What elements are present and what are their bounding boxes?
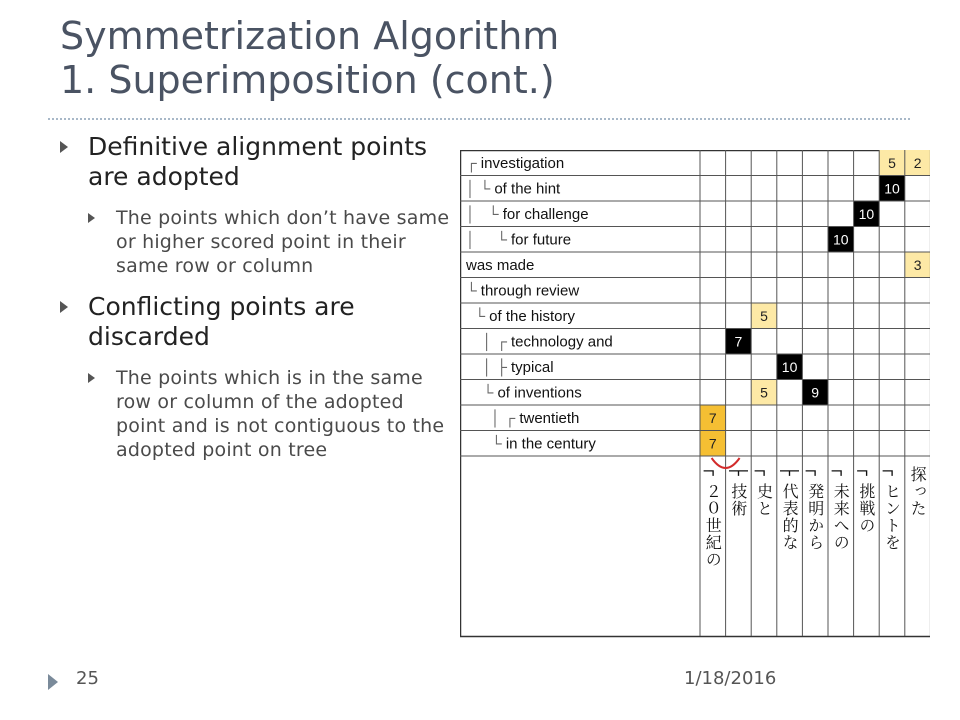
page-number: 25: [76, 668, 99, 689]
score-value: 10: [781, 359, 798, 375]
slide-date: 1/18/2016: [684, 668, 777, 689]
sub-bullet-text: The points which is in the same row or column of the adopted point and is not contiguous to the adopted point on tree: [116, 367, 445, 461]
bullet-definitive: [60, 132, 450, 192]
row-label: └ through review: [466, 282, 580, 300]
score-value: 7: [708, 435, 717, 452]
score-value: 5: [888, 155, 896, 171]
row-label: was made: [466, 257, 535, 274]
sub-bullet-conflicting: [60, 366, 450, 462]
row-label: └ in the century: [466, 435, 596, 453]
score-value: 7: [734, 333, 743, 350]
bullet-arrow-icon: [60, 301, 68, 313]
bullet-conflicting: [60, 292, 450, 352]
footer-arrow-icon: [48, 674, 58, 690]
bullet-text: Conflicting points are discarded: [88, 292, 355, 351]
sub-bullet-arrow-icon: [88, 373, 95, 383]
row-label: │ ┌ technology and: [466, 333, 613, 351]
row-label: │ └ for challenge: [466, 206, 589, 223]
column-label: ┌ 挑戦の: [856, 466, 876, 534]
bullet-text: Definitive alignment points are adopted: [88, 132, 428, 191]
column-label: ┌ 発明から: [805, 466, 825, 551]
score-value: 3: [913, 257, 922, 273]
sub-bullet-definitive: [60, 206, 450, 278]
row-label: │ ├ typical: [466, 359, 554, 376]
column-label: ┌ ２０世紀の: [703, 466, 723, 568]
sub-bullet-arrow-icon: [88, 213, 95, 223]
column-label: ┌ 史と: [754, 466, 774, 517]
title-line-2: 1. Superimposition (cont.): [60, 58, 555, 102]
score-value: 5: [760, 308, 768, 324]
column-label: ├ 代表的な: [780, 466, 800, 551]
column-label: ┌ 未来への: [831, 466, 851, 551]
row-label: │ └ for future: [466, 231, 572, 249]
row-label: │ └ of the hint: [466, 180, 561, 198]
row-label: └ of the history: [466, 308, 576, 325]
score-value: 9: [811, 384, 820, 401]
score-value: 10: [858, 206, 875, 222]
column-label: ├ 技術: [728, 466, 748, 517]
row-label: └ of inventions: [466, 384, 582, 402]
alignment-matrix: [460, 150, 930, 640]
title-divider: [48, 118, 910, 120]
title-line-1: Symmetrization Algorithm: [60, 14, 560, 58]
row-label: │ ┌ twentieth: [466, 410, 580, 427]
row-label: ┌ investigation: [466, 155, 565, 172]
score-value: 10: [833, 231, 849, 248]
score-value: 7: [708, 410, 717, 426]
slide-title: [60, 14, 920, 102]
bullet-list: [60, 132, 450, 476]
score-value: 10: [884, 180, 900, 197]
column-label: ┌ ヒントを: [882, 466, 902, 551]
bullet-arrow-icon: [60, 141, 68, 153]
score-value: 2: [913, 155, 922, 171]
column-label: 探った: [908, 466, 928, 517]
sub-bullet-text: The points which don’t have same or higher scored point in their same row or column: [116, 207, 450, 277]
score-value: 5: [760, 384, 768, 401]
